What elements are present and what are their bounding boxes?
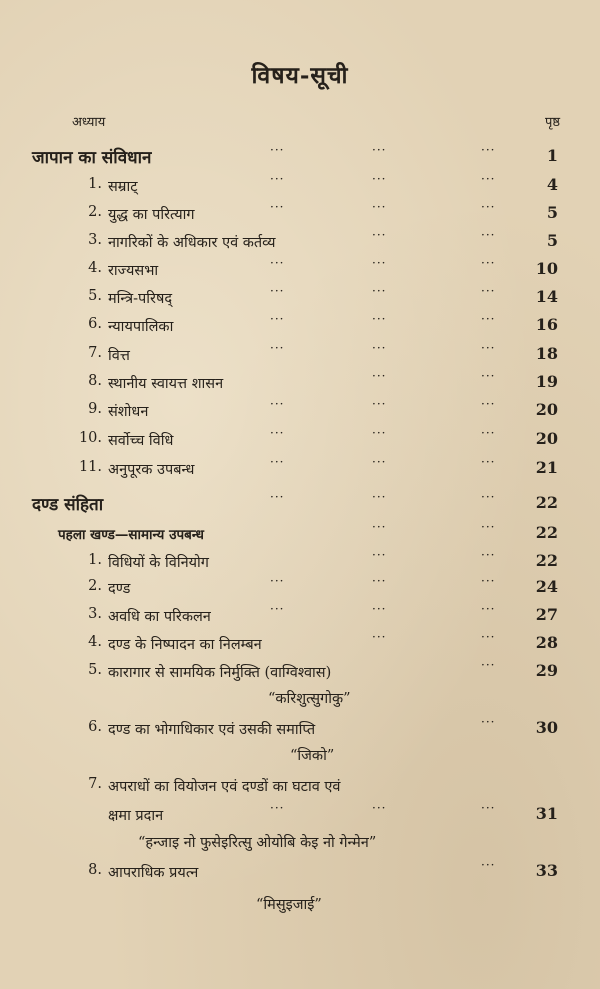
toc-row-section-constitution [0, 143, 600, 171]
toc-row [0, 228, 600, 256]
toc-page-number: 28 [535, 633, 558, 652]
leader-dots: ··· [372, 426, 387, 440]
leader-dots: ··· [481, 801, 496, 815]
leader-dots: ··· [481, 200, 496, 214]
toc-row-subsection [0, 520, 600, 548]
leader-dots: ··· [270, 256, 285, 270]
toc-item-label: स्थानीय स्वायत्त शासन [108, 376, 224, 392]
leader-dots: ··· [481, 172, 496, 186]
toc-page-number: 20 [535, 429, 558, 448]
toc-row [0, 574, 600, 602]
toc-item-number: 2. [88, 204, 102, 220]
leader-dots: ··· [372, 801, 387, 815]
leader-dots: ··· [270, 312, 285, 326]
leader-dots: ··· [481, 520, 496, 534]
leader-dots: ··· [372, 312, 387, 326]
leader-dots: ··· [270, 172, 285, 186]
toc-item-label: विधियों के विनियोग [108, 555, 209, 571]
leader-dots: ··· [481, 397, 496, 411]
leader-dots: ··· [481, 548, 496, 562]
leader-dots: ··· [270, 143, 285, 157]
toc-row [0, 426, 600, 454]
toc-row [0, 548, 600, 576]
leader-dots: ··· [270, 490, 285, 504]
toc-page-number: 20 [535, 400, 558, 419]
toc-row [0, 602, 600, 630]
toc-item-label: अपराधों का वियोजन एवं दण्डों का घटाव एवं [108, 779, 341, 795]
page-title: विषय-सूची [251, 62, 349, 89]
toc-row [0, 715, 600, 743]
toc-item-label: दण्ड का भोगाधिकार एवं उसकी समाप्ति [108, 722, 316, 738]
leader-dots: ··· [372, 143, 387, 157]
leader-dots: ··· [372, 228, 387, 242]
toc-item-label: सम्राट् [108, 179, 138, 195]
toc-section-title: दण्ड संहिता [32, 495, 104, 515]
toc-row [0, 630, 600, 658]
leader-dots: ··· [481, 455, 496, 469]
toc-item-label: वित्त [108, 348, 130, 364]
leader-dots: ··· [481, 574, 496, 588]
toc-page-number: 4 [546, 175, 558, 194]
toc-item-number: 11. [78, 459, 102, 475]
toc-row [0, 172, 600, 200]
toc-item-label: राज्यसभा [108, 263, 159, 279]
toc-row [0, 658, 600, 686]
leader-dots: ··· [372, 574, 387, 588]
toc-item-number: 4. [88, 260, 102, 276]
toc-item-number: 8. [88, 373, 102, 389]
leader-dots: ··· [481, 256, 496, 270]
leader-dots: ··· [372, 200, 387, 214]
toc-item-number: 2. [88, 578, 102, 594]
japanese-term: “मिसुइजाई” [256, 897, 322, 913]
leader-dots: ··· [481, 602, 496, 616]
leader-dots: ··· [270, 341, 285, 355]
toc-item-number: 5. [88, 288, 102, 304]
leader-dots: ··· [481, 715, 496, 729]
leader-dots: ··· [270, 284, 285, 298]
chapter-column-header: अध्याय [72, 115, 106, 130]
leader-dots: ··· [481, 858, 496, 872]
toc-item-label: सर्वोच्च विधि [108, 433, 174, 449]
toc-item-label: नागरिकों के अधिकार एवं कर्तव्य [108, 235, 276, 251]
toc-item-label: अवधि का परिकलन [108, 609, 211, 625]
toc-item-number: 7. [88, 776, 102, 792]
toc-item-number: 6. [88, 719, 102, 735]
toc-page-number: 16 [535, 315, 558, 334]
toc-row [0, 801, 600, 829]
toc-item-number: 7. [88, 345, 102, 361]
toc-page-number: 22 [535, 551, 558, 570]
toc-row [0, 455, 600, 483]
toc-item-number: 10. [78, 430, 102, 446]
leader-dots: ··· [372, 455, 387, 469]
leader-dots: ··· [270, 455, 285, 469]
toc-page-number: 22 [535, 493, 558, 512]
toc-section-title: जापान का संविधान [32, 148, 152, 168]
leader-dots: ··· [372, 548, 387, 562]
toc-item-number: 3. [88, 232, 102, 248]
leader-dots: ··· [270, 426, 285, 440]
toc-item-number: 1. [88, 552, 102, 568]
japanese-term: “जिको” [290, 748, 335, 764]
leader-dots: ··· [481, 426, 496, 440]
leader-dots: ··· [481, 312, 496, 326]
leader-dots: ··· [372, 369, 387, 383]
leader-dots: ··· [372, 284, 387, 298]
toc-row [0, 312, 600, 340]
toc-page-number: 18 [535, 344, 558, 363]
toc-item-label: क्षमा प्रदान [108, 808, 164, 824]
leader-dots: ··· [481, 341, 496, 355]
toc-page-number: 27 [535, 605, 558, 624]
leader-dots: ··· [481, 658, 496, 672]
toc-page-number: 31 [535, 804, 558, 823]
toc-item-label: न्यायपालिका [108, 319, 174, 335]
leader-dots: ··· [270, 801, 285, 815]
toc-item-number: 1. [88, 176, 102, 192]
toc-page-number: 5 [546, 203, 558, 222]
toc-row [0, 256, 600, 284]
toc-page-number: 29 [535, 661, 558, 680]
japanese-term: “करिशुत्सुगोकु” [268, 691, 351, 707]
toc-row [0, 341, 600, 369]
toc-item-number: 5. [88, 662, 102, 678]
toc-row [0, 776, 600, 800]
toc-page-number: 19 [535, 372, 558, 391]
leader-dots: ··· [372, 172, 387, 186]
toc-page-number: 24 [535, 577, 558, 596]
leader-dots: ··· [481, 369, 496, 383]
toc-item-label: आपराधिक प्रयत्न [108, 865, 199, 881]
leader-dots: ··· [372, 397, 387, 411]
toc-page-number: 21 [535, 458, 558, 477]
toc-row [0, 397, 600, 425]
leader-dots: ··· [372, 520, 387, 534]
leader-dots: ··· [481, 490, 496, 504]
toc-page-number: 30 [535, 718, 558, 737]
leader-dots: ··· [372, 341, 387, 355]
toc-page-number: 22 [535, 523, 558, 542]
toc-page-number: 1 [546, 146, 558, 165]
toc-item-number: 8. [88, 862, 102, 878]
leader-dots: ··· [270, 574, 285, 588]
leader-dots: ··· [372, 630, 387, 644]
toc-subsection-title: पहला खण्ड—सामान्य उपबन्ध [58, 527, 204, 543]
page-column-header: पृष्ठ [544, 115, 560, 130]
leader-dots: ··· [481, 630, 496, 644]
toc-item-label: दण्ड के निष्पादन का निलम्बन [108, 637, 262, 653]
toc-page-number: 33 [535, 861, 558, 880]
toc-item-number: 4. [88, 634, 102, 650]
toc-item-label: युद्ध का परित्याग [108, 207, 195, 223]
toc-row [0, 369, 600, 397]
toc-row [0, 858, 600, 886]
toc-row-section-penal-code [0, 490, 600, 518]
leader-dots: ··· [270, 602, 285, 616]
toc-item-label: कारागार से सामयिक निर्मुक्ति (वाग्विश्वास) [108, 665, 332, 681]
toc-item-label: मन्त्रि-परिषद् [108, 291, 173, 307]
toc-page-number: 14 [535, 287, 558, 306]
toc-item-label: संशोधन [108, 404, 149, 420]
leader-dots: ··· [481, 143, 496, 157]
leader-dots: ··· [270, 397, 285, 411]
leader-dots: ··· [481, 228, 496, 242]
toc-item-label: दण्ड [108, 581, 131, 597]
toc-item-number: 3. [88, 606, 102, 622]
toc-page-number: 5 [546, 231, 558, 250]
toc-row [0, 284, 600, 312]
leader-dots: ··· [372, 490, 387, 504]
japanese-term: “हन्जाइ नो फुसेइरित्सु ओयोबि केइ नो गेन्मेन” [138, 835, 377, 851]
toc-row [0, 200, 600, 228]
leader-dots: ··· [481, 284, 496, 298]
toc-item-label: अनुपूरक उपबन्ध [108, 462, 195, 478]
leader-dots: ··· [372, 256, 387, 270]
toc-item-number: 9. [88, 401, 102, 417]
toc-item-number: 6. [88, 316, 102, 332]
leader-dots: ··· [270, 200, 285, 214]
leader-dots: ··· [372, 602, 387, 616]
toc-page-number: 10 [535, 259, 558, 278]
